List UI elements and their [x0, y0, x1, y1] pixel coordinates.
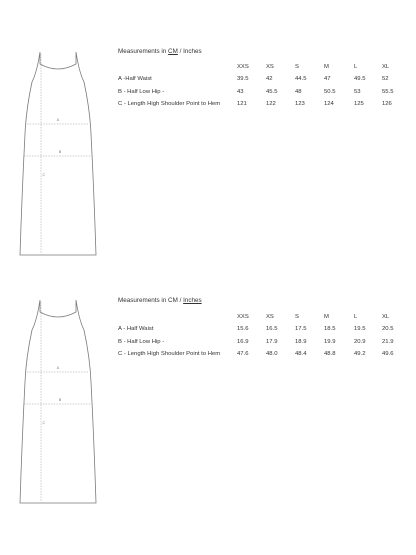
unit-cm-link[interactable]: CM [168, 297, 178, 304]
section-title-cm: Measurements in CM / Inches [118, 48, 202, 55]
size-header: L [354, 314, 358, 320]
table-row [118, 326, 408, 339]
table-cell: 125 [354, 101, 364, 107]
table-cell: 47 [324, 76, 331, 82]
size-header: S [295, 314, 299, 320]
table-cell: 18.9 [295, 338, 307, 345]
table-cell: 123 [295, 101, 305, 107]
table-cell: 19.9 [324, 338, 336, 345]
table-row [118, 101, 408, 114]
unit-inches-link[interactable]: Inches [183, 297, 202, 304]
table-cell: 19.5 [354, 326, 366, 332]
size-header: M [324, 314, 329, 320]
table-cell: 43 [237, 88, 244, 95]
size-header: XS [266, 314, 274, 320]
size-chart-inches [0, 280, 416, 555]
table-cell: 18.5 [324, 326, 336, 332]
measurement-table-inches [118, 314, 408, 364]
size-header: XXS [237, 64, 249, 70]
measure-label-c: C [42, 173, 46, 177]
table-row [118, 89, 408, 102]
table-cell: 17.9 [266, 338, 278, 345]
table-cell: 48.8 [324, 351, 336, 357]
measure-label-a: A [56, 366, 60, 370]
measure-label-b: B [58, 150, 62, 154]
dress-diagram-cm [18, 52, 98, 282]
size-header: XL [382, 314, 390, 320]
row-label: C - Length High Shoulder Point to Hem [118, 351, 221, 357]
table-cell: 49.6 [382, 351, 394, 357]
table-cell: 44.5 [295, 76, 307, 82]
table-cell: 20.9 [354, 338, 366, 345]
table-row [118, 351, 408, 364]
unit-inches-link[interactable]: Inches [183, 48, 202, 55]
table-cell: 15.6 [237, 326, 249, 332]
table-cell: 42 [266, 76, 273, 82]
size-header: S [295, 64, 299, 70]
table-cell: 48.4 [295, 351, 307, 357]
table-cell: 21.9 [382, 338, 394, 345]
size-header: L [354, 64, 358, 70]
measure-label-a: A [56, 118, 60, 122]
size-header: M [324, 64, 329, 70]
size-header: XS [266, 64, 274, 70]
table-cell: 20.5 [382, 326, 394, 332]
measure-label-b: B [58, 398, 62, 402]
table-cell: 49.5 [354, 76, 366, 82]
table-cell: 124 [324, 101, 334, 107]
table-cell: 45.5 [266, 88, 278, 95]
measure-label-c: C [42, 421, 46, 425]
row-label: B - Half Low Hip - [118, 338, 165, 345]
measurement-table-cm [118, 64, 408, 114]
size-header: XL [382, 64, 390, 70]
row-label: A - Half Waist [118, 326, 154, 332]
table-cell: 39.5 [237, 76, 249, 82]
row-label: B - Half Low Hip - [118, 88, 165, 95]
table-cell: 52 [382, 76, 389, 82]
table-header-row [118, 314, 408, 326]
dress-diagram-inches [18, 300, 98, 530]
table-cell: 50.5 [324, 88, 336, 95]
table-cell: 126 [382, 101, 392, 107]
table-cell: 121 [237, 101, 247, 107]
table-row [118, 76, 408, 89]
table-cell: 48.0 [266, 351, 278, 357]
table-cell: 53 [354, 88, 361, 95]
table-cell: 17.5 [295, 326, 307, 332]
table-row [118, 339, 408, 352]
row-label: C - Length High Shoulder Point to Hem [118, 101, 221, 107]
size-header: XXS [237, 314, 249, 320]
section-title-inches: Measurements in CM / Inches [118, 297, 202, 304]
table-cell: 55.5 [382, 88, 394, 95]
unit-cm-link[interactable]: CM [168, 48, 178, 55]
table-cell: 16.9 [237, 338, 249, 345]
row-label: A -Half Waist [118, 76, 152, 82]
table-cell: 47.6 [237, 351, 249, 357]
table-cell: 49.2 [354, 351, 366, 357]
table-header-row [118, 64, 408, 76]
table-cell: 16.5 [266, 326, 278, 332]
table-cell: 122 [266, 101, 276, 107]
table-cell: 48 [295, 88, 302, 95]
